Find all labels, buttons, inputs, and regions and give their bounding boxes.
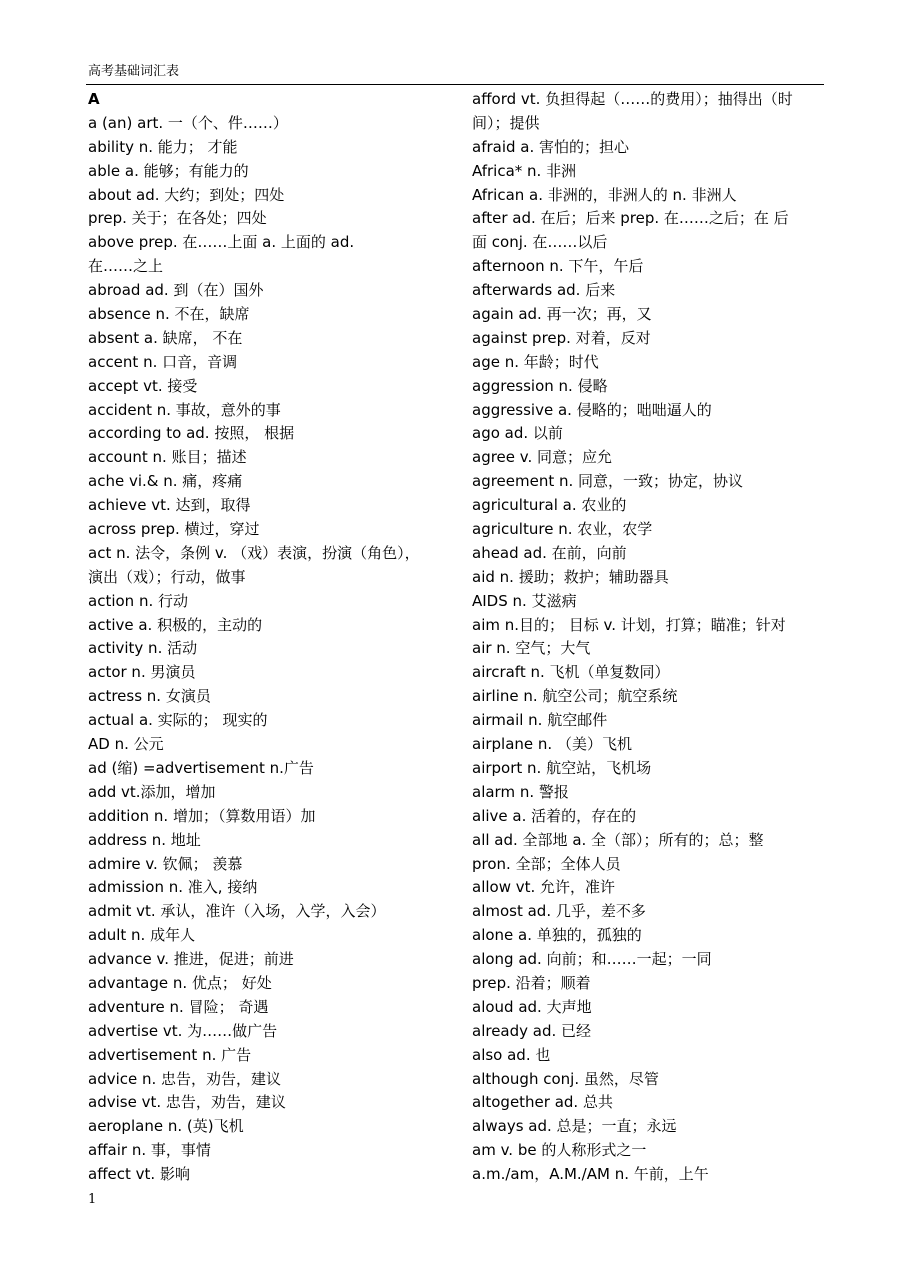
vocab-line: airport n. 航空站，飞机场 [472, 758, 652, 777]
vocab-line: always ad. 总是；一直；永远 [472, 1117, 677, 1136]
vocab-line: Africa* n. 非洲 [472, 161, 577, 180]
vocab-line: aggressive a. 侵略的；咄咄逼人的 [472, 400, 712, 419]
vocab-line: airplane n. （美）飞机 [472, 735, 632, 754]
vocab-line: agricultural a. 农业的 [472, 496, 627, 515]
left-column [88, 88, 440, 1187]
vocab-line: accent n. 口音，音调 [88, 352, 238, 371]
vocab-line: am v. be 的人称形式之一 [472, 1141, 647, 1160]
vocab-line: also ad. 也 [472, 1045, 551, 1064]
vocab-line: after ad. 在后；后来 prep. 在……之后；在 后 [472, 209, 789, 228]
vocab-line: African a. 非洲的，非洲人的 n. 非洲人 [472, 185, 737, 204]
vocab-line: accident n. 事故，意外的事 [88, 400, 281, 419]
vocab-line: about ad. 大约；到处；四处 [88, 185, 285, 204]
vocab-line: 间）；提供 [472, 113, 540, 132]
vocab-line: aeroplane n. (英)飞机 [88, 1117, 244, 1136]
vocab-line: alive a. 活着的，存在的 [472, 806, 637, 825]
vocab-line: absent a. 缺席， 不在 [88, 328, 243, 347]
vocab-line: advance v. 推进，促进；前进 [88, 950, 294, 969]
vocab-line: age n. 年龄；时代 [472, 352, 599, 371]
vocab-line: pron. 全部；全体人员 [472, 854, 621, 873]
vocab-line: absence n. 不在，缺席 [88, 305, 250, 324]
vocab-line: prep. 关于；在各处；四处 [88, 209, 267, 228]
vocab-line: advantage n. 优点； 好处 [88, 973, 272, 992]
vocab-line: actual a. 实际的； 现实的 [88, 711, 268, 730]
vocab-line: activity n. 活动 [88, 639, 198, 658]
vocab-line: admission n. 准入, 接纳 [88, 878, 258, 897]
vocab-line: ahead ad. 在前，向前 [472, 543, 627, 562]
vocab-line: account n. 账目；描述 [88, 448, 247, 467]
vocab-line: aircraft n. 飞机（单复数同） [472, 663, 670, 682]
vocab-line: advice n. 忠告，劝告，建议 [88, 1069, 282, 1088]
vocab-line: alone a. 单独的，孤独的 [472, 926, 642, 945]
vocab-line: able a. 能够；有能力的 [88, 161, 249, 180]
vocab-line: aid n. 援助；救护；辅助器具 [472, 567, 669, 586]
vocab-line: advise vt. 忠告，劝告，建议 [88, 1093, 286, 1112]
vocab-line: along ad. 向前；和……一起；一同 [472, 950, 712, 969]
vocab-line: agriculture n. 农业，农学 [472, 520, 653, 539]
vocab-line: 面 conj. 在……以后 [472, 233, 608, 252]
vocab-line: agree v. 同意；应允 [472, 448, 613, 467]
section-letter: A [88, 90, 100, 108]
vocab-line: a (an) art. 一（个、件……） [88, 113, 288, 132]
vocab-line: afford vt. 负担得起（……的费用）；抽得出（时 [472, 90, 793, 108]
vocab-line: actress n. 女演员 [88, 687, 211, 706]
vocab-line: already ad. 已经 [472, 1021, 592, 1040]
vocab-line: prep. 沿着；顺着 [472, 973, 591, 992]
vocab-line: 演出（戏）；行动，做事 [88, 567, 246, 586]
vocab-line: all ad. 全部地 a. 全（部）；所有的；总；整 [472, 830, 764, 849]
vocab-line: altogether ad. 总共 [472, 1093, 613, 1112]
vocab-line: agreement n. 同意，一致；协定，协议 [472, 472, 744, 491]
vocab-line: admit vt. 承认，准许（入场，入学，入会） [88, 902, 386, 921]
vocab-line: aggression n. 侵略 [472, 376, 608, 395]
vocab-line: add vt.添加，增加 [88, 782, 216, 801]
vocab-line: aim n.目的； 目标 v. 计划，打算；瞄准；针对 [472, 615, 786, 634]
vocab-line: addition n. 增加；（算数用语）加 [88, 806, 316, 825]
vocab-line: address n. 地址 [88, 830, 201, 849]
vocab-line: ad (缩) =advertisement n.广告 [88, 758, 314, 777]
vocab-line: across prep. 横过，穿过 [88, 520, 260, 539]
right-column [472, 88, 824, 1187]
vocab-line: achieve vt. 达到，取得 [88, 496, 251, 515]
vocab-line: AD n. 公元 [88, 735, 164, 754]
vocab-line: actor n. 男演员 [88, 663, 196, 682]
vocab-line: 在……之上 [88, 257, 164, 276]
vocab-line: affair n. 事，事情 [88, 1141, 211, 1160]
vocab-line: ago ad. 以前 [472, 424, 563, 443]
vocab-line: act n. 法令，条例 v. （戏）表演，扮演（角色）， [88, 543, 420, 562]
vocab-line: airmail n. 航空邮件 [472, 711, 608, 730]
vocab-line: although conj. 虽然，尽管 [472, 1069, 659, 1088]
vocab-line: accept vt. 接受 [88, 376, 198, 395]
vocab-line: afraid a. 害怕的；担心 [472, 137, 630, 156]
page-number: 1 [88, 1192, 97, 1207]
vocab-line: adult n. 成年人 [88, 926, 196, 945]
vocab-line: abroad ad. 到（在）国外 [88, 281, 264, 300]
vocab-line: against prep. 对着，反对 [472, 328, 651, 347]
vocab-line: AIDS n. 艾滋病 [472, 591, 577, 610]
vocab-line: affect vt. 影响 [88, 1165, 190, 1184]
vocab-line: advertise vt. 为……做广告 [88, 1021, 278, 1040]
vocab-line: adventure n. 冒险； 奇遇 [88, 997, 269, 1016]
vocab-line: almost ad. 几乎，差不多 [472, 902, 646, 921]
vocab-line: active a. 积极的，主动的 [88, 615, 263, 634]
page-header-title: 高考基础词汇表 [88, 64, 180, 79]
vocab-line: afternoon n. 下午，午后 [472, 257, 644, 276]
vocab-line: air n. 空气；大气 [472, 639, 591, 658]
vocab-line: ache vi.& n. 痛，疼痛 [88, 472, 243, 491]
vocab-line: ability n. 能力； 才能 [88, 137, 238, 156]
vocab-line: admire v. 钦佩； 羡慕 [88, 854, 243, 873]
vocab-line: action n. 行动 [88, 591, 188, 610]
vocab-line: allow vt. 允许，准许 [472, 878, 616, 897]
vocab-line: afterwards ad. 后来 [472, 281, 616, 300]
vocab-line: aloud ad. 大声地 [472, 997, 592, 1016]
vocab-line: again ad. 再一次；再，又 [472, 305, 652, 324]
vocab-line: alarm n. 警报 [472, 782, 569, 801]
header-divider [86, 84, 824, 85]
vocab-line: airline n. 航空公司；航空系统 [472, 687, 678, 706]
vocab-line: above prep. 在……上面 a. 上面的 ad. [88, 233, 355, 252]
vocab-line: a.m./am，A.M./AM n. 午前，上午 [472, 1165, 709, 1184]
vocab-line: according to ad. 按照， 根据 [88, 424, 295, 443]
vocab-line: advertisement n. 广告 [88, 1045, 252, 1064]
